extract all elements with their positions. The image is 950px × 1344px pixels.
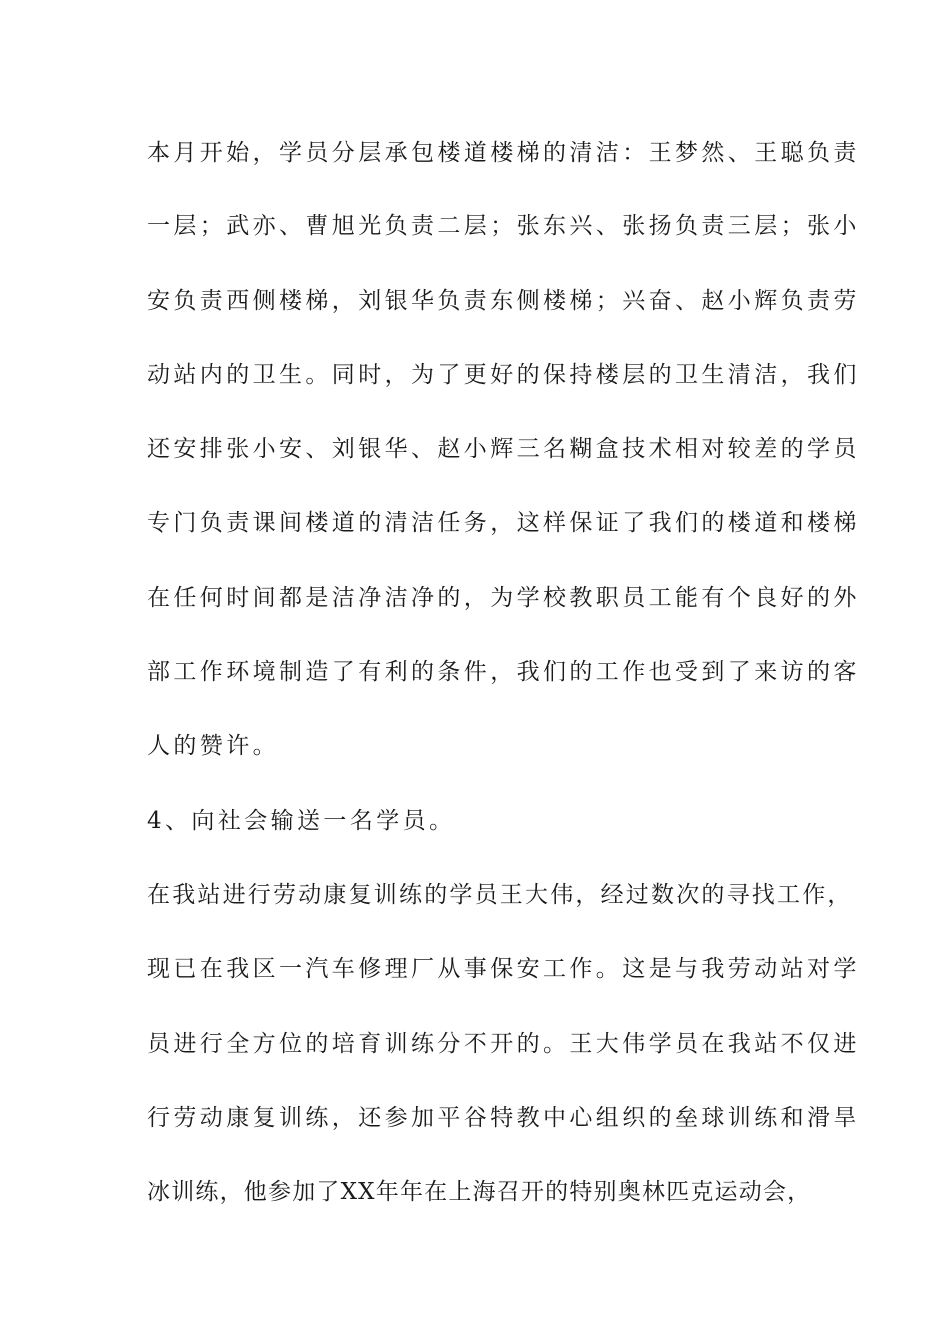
text-line: 在我站进行劳动康复训练的学员王大伟，经过数次的寻找工作，	[147, 882, 853, 908]
text-line: 冰训练，他参加了XX年年在上海召开的特别奥林匹克运动会，	[147, 1179, 812, 1205]
text-line: 本月开始，学员分层承包楼道楼梯的清洁：王梦然、王聪负责	[147, 140, 860, 166]
text-line: 人的赞许。	[147, 733, 279, 759]
text-line: 在任何时间都是洁净洁净的，为学校教职员工能有个良好的外	[147, 585, 860, 611]
text-line: 动站内的卫生。同时，为了更好的保持楼层的卫生清洁，我们	[147, 362, 860, 388]
section-heading: 4、向社会输送一名学员。	[147, 808, 456, 834]
text-line: 还安排张小安、刘银华、赵小辉三名糊盒技术相对较差的学员	[147, 436, 860, 462]
text-line: 员进行全方位的培育训练分不开的。王大伟学员在我站不仅进	[147, 1031, 860, 1057]
text-line: 行劳动康复训练，还参加平谷特教中心组织的垒球训练和滑旱	[147, 1105, 860, 1131]
text-line: 专门负责课间楼道的清洁任务，这样保证了我们的楼道和楼梯	[147, 510, 860, 536]
text-line: 安负责西侧楼梯，刘银华负责东侧楼梯；兴奋、赵小辉负责劳	[147, 288, 860, 314]
text-line: 一层；武亦、曹旭光负责二层；张东兴、张扬负责三层；张小	[147, 213, 860, 239]
text-line: 部工作环境制造了有利的条件，我们的工作也受到了来访的客	[147, 659, 860, 685]
text-line: 现已在我区一汽车修理厂从事保安工作。这是与我劳动站对学	[147, 956, 860, 982]
